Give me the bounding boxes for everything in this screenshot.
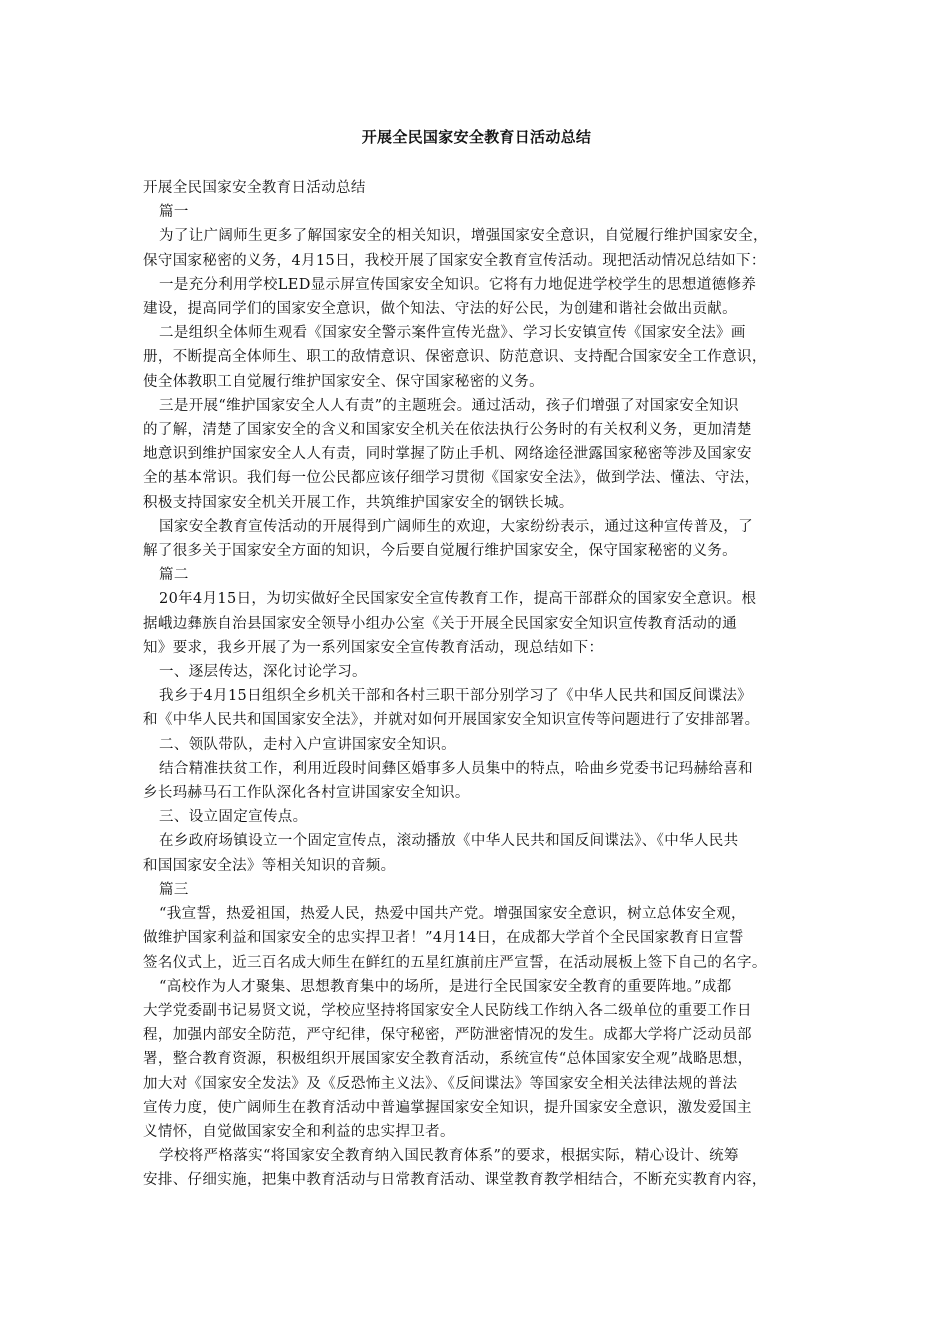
paragraph xyxy=(143,563,810,587)
paragraph xyxy=(143,829,810,877)
text-line: 册，不断提高全体师生、职工的敌情意识、保密意识、防范意识、支持配合国家安全工作意识， xyxy=(143,349,767,366)
text-line: 加大对《国家安全发法》及《反恐怖主义法》、《反间谍法》等国家安全相关法律法规的普法 xyxy=(143,1075,738,1092)
paragraph xyxy=(143,394,810,515)
text-line: 我乡于4月15日组织全乡机关干部和各村三职干部分别学习了《中华人民共和国反间谍法》 xyxy=(159,688,753,705)
document-page xyxy=(143,124,810,1193)
text-line: 积极支持国家安全机关开展工作，共筑维护国家安全的钢铁长城。 xyxy=(143,494,574,511)
text-line: 保守国家秘密的义务，4月15日，我校开展了国家安全教育宣传活动。现把活动情况总结如下： xyxy=(143,252,766,269)
text-line: 篇三 xyxy=(159,881,189,898)
text-line: 和国国家安全法》等相关知识的音频。 xyxy=(143,857,396,874)
text-line: 和《中华人民共和国国家安全法》，并就对如何开展国家安全知识宣传等问题进行了安排部署。 xyxy=(143,712,760,729)
text-line: 大学党委副书记易贤文说，学校应坚持将国家安全人民防线工作纳入各二级单位的重要工作日 xyxy=(143,1002,752,1019)
text-line: 三、设立固定宣传点。 xyxy=(159,809,308,826)
text-line: 署，整合教育资源，积极组织开展国家安全教育活动，系统宣传“总体国家安全观”战略思想， xyxy=(143,1051,753,1068)
paragraph xyxy=(143,660,810,684)
text-line: 做维护国家利益和国家安全的忠实捍卫者！”4月14日，在成都大学首个全民国家教育日宣誓 xyxy=(143,930,744,947)
text-line: 建设，提高同学们的国家安全意识，做个知法、守法的好公民，为创建和谐社会做出贡献。 xyxy=(143,301,737,318)
paragraph xyxy=(143,200,810,224)
text-line: 结合精准扶贫工作，利用近段时间彝区婚事多人员集中的特点，哈曲乡党委书记玛赫给喜和 xyxy=(159,760,753,777)
text-line: 国家安全教育宣传活动的开展得到广阔师生的欢迎，大家纷纷表示，通过这种宣传普及，了 xyxy=(159,518,753,535)
paragraph xyxy=(143,878,810,902)
paragraph xyxy=(143,902,810,975)
text-line: 乡长玛赫马石工作队深化各村宣讲国家安全知识。 xyxy=(143,785,470,802)
text-line: 三是开展“维护国家安全人人有责”的主题班会。通过活动，孩子们增强了对国家安全知识 xyxy=(159,397,739,414)
text-line: 二、领队带队，走村入户宣讲国家安全知识。 xyxy=(159,736,456,753)
text-line: 20年4月15日，为切实做好全民国家安全宣传教育工作，提高干部群众的国家安全意识。根 xyxy=(159,591,757,608)
text-line: 篇一 xyxy=(159,204,189,221)
paragraph xyxy=(143,757,810,805)
text-line: 使全体教职工自觉履行维护国家安全、保守国家秘密的义务。 xyxy=(143,373,544,390)
text-line: 知》要求，我乡开展了为一系列国家安全宣传教育活动，现总结如下： xyxy=(143,639,604,656)
text-line: 二是组织全体师生观看《国家安全警示案件宣传光盘》、学习长安镇宣传《国家安全法》画 xyxy=(159,325,746,342)
text-line: 据峨边彝族自治县国家安全领导小组办公室《关于开展全民国家安全知识宣传教育活动的通 xyxy=(143,615,737,632)
text-line: 学校将严格落实“将国家安全教育纳入国民教育体系”的要求，根据实际，精心设计、统筹 xyxy=(159,1148,739,1165)
paragraph xyxy=(143,684,810,732)
text-line: 程，加强内部安全防范，严守纪律，保守秘密，严防泄密情况的发生。成都大学将广泛动员部 xyxy=(143,1027,752,1044)
text-line: 开展全民国家安全教育日活动总结 xyxy=(143,180,366,196)
paragraph xyxy=(143,273,810,321)
paragraph xyxy=(143,587,810,660)
paragraph xyxy=(143,733,810,757)
text-line: 安排、仔细实施，把集中教育活动与日常教育活动、课堂教育教学相结合，不断充实教育内容， xyxy=(143,1172,767,1189)
paragraph xyxy=(143,176,810,200)
paragraph xyxy=(143,1144,810,1192)
text-line: 解了很多关于国家安全方面的知识，今后要自觉履行维护国家安全，保守国家秘密的义务。 xyxy=(143,543,737,560)
text-line: “我宣誓，热爱祖国，热爱人民，热爱中国共产党。增强国家安全意识，树立总体安全观， xyxy=(159,906,746,923)
document-body xyxy=(143,176,810,1193)
paragraph xyxy=(143,224,810,272)
text-line: 为了让广阔师生更多了解国家安全的相关知识，增强国家安全意识，自觉履行维护国家安全， xyxy=(159,228,768,245)
text-line: 全的基本常识。我们每一位公民都应该仔细学习贯彻《国家安全法》，做到学法、懂法、守法， xyxy=(143,470,760,487)
text-line: 义情怀，自觉做国家安全和利益的忠实捍卫者。 xyxy=(143,1123,455,1140)
text-line: “高校作为人才聚集、思想教育集中的场所，是进行全民国家安全教育的重要阵地。”成都 xyxy=(159,978,732,995)
paragraph xyxy=(143,515,810,563)
text-line: 一是充分利用学校LED显示屏宣传国家安全知识。它将有力地促进学校学生的思想道德修养 xyxy=(159,276,757,293)
paragraph xyxy=(143,975,810,1144)
text-line: 在乡政府场镇设立一个固定宣传点，滚动播放《中华人民共和国反间谍法》、《中华人民共 xyxy=(159,833,739,850)
paragraph xyxy=(143,805,810,829)
text-line: 签名仪式上，近三百名成大师生在鲜红的五星红旗前庄严宣誓，在活动展板上签下自己的名字。 xyxy=(143,954,767,971)
document-title: 开展全民国家安全教育日活动总结 xyxy=(361,128,592,146)
text-line: 一、逐层传达，深化讨论学习。 xyxy=(159,664,367,681)
text-line: 宣传力度，使广阔师生在教育活动中普遍掌握国家安全知识，提升国家安全意识，激发爱国主 xyxy=(143,1099,752,1116)
text-line: 篇二 xyxy=(159,567,189,584)
text-line: 的了解，清楚了国家安全的含义和国家安全机关在依法执行公务时的有关权利义务，更加清楚 xyxy=(143,422,752,439)
text-line: 地意识到维护国家安全人人有责，同时掌握了防止手机、网络途径泄露国家秘密等涉及国家安 xyxy=(143,446,752,463)
paragraph xyxy=(143,321,810,394)
